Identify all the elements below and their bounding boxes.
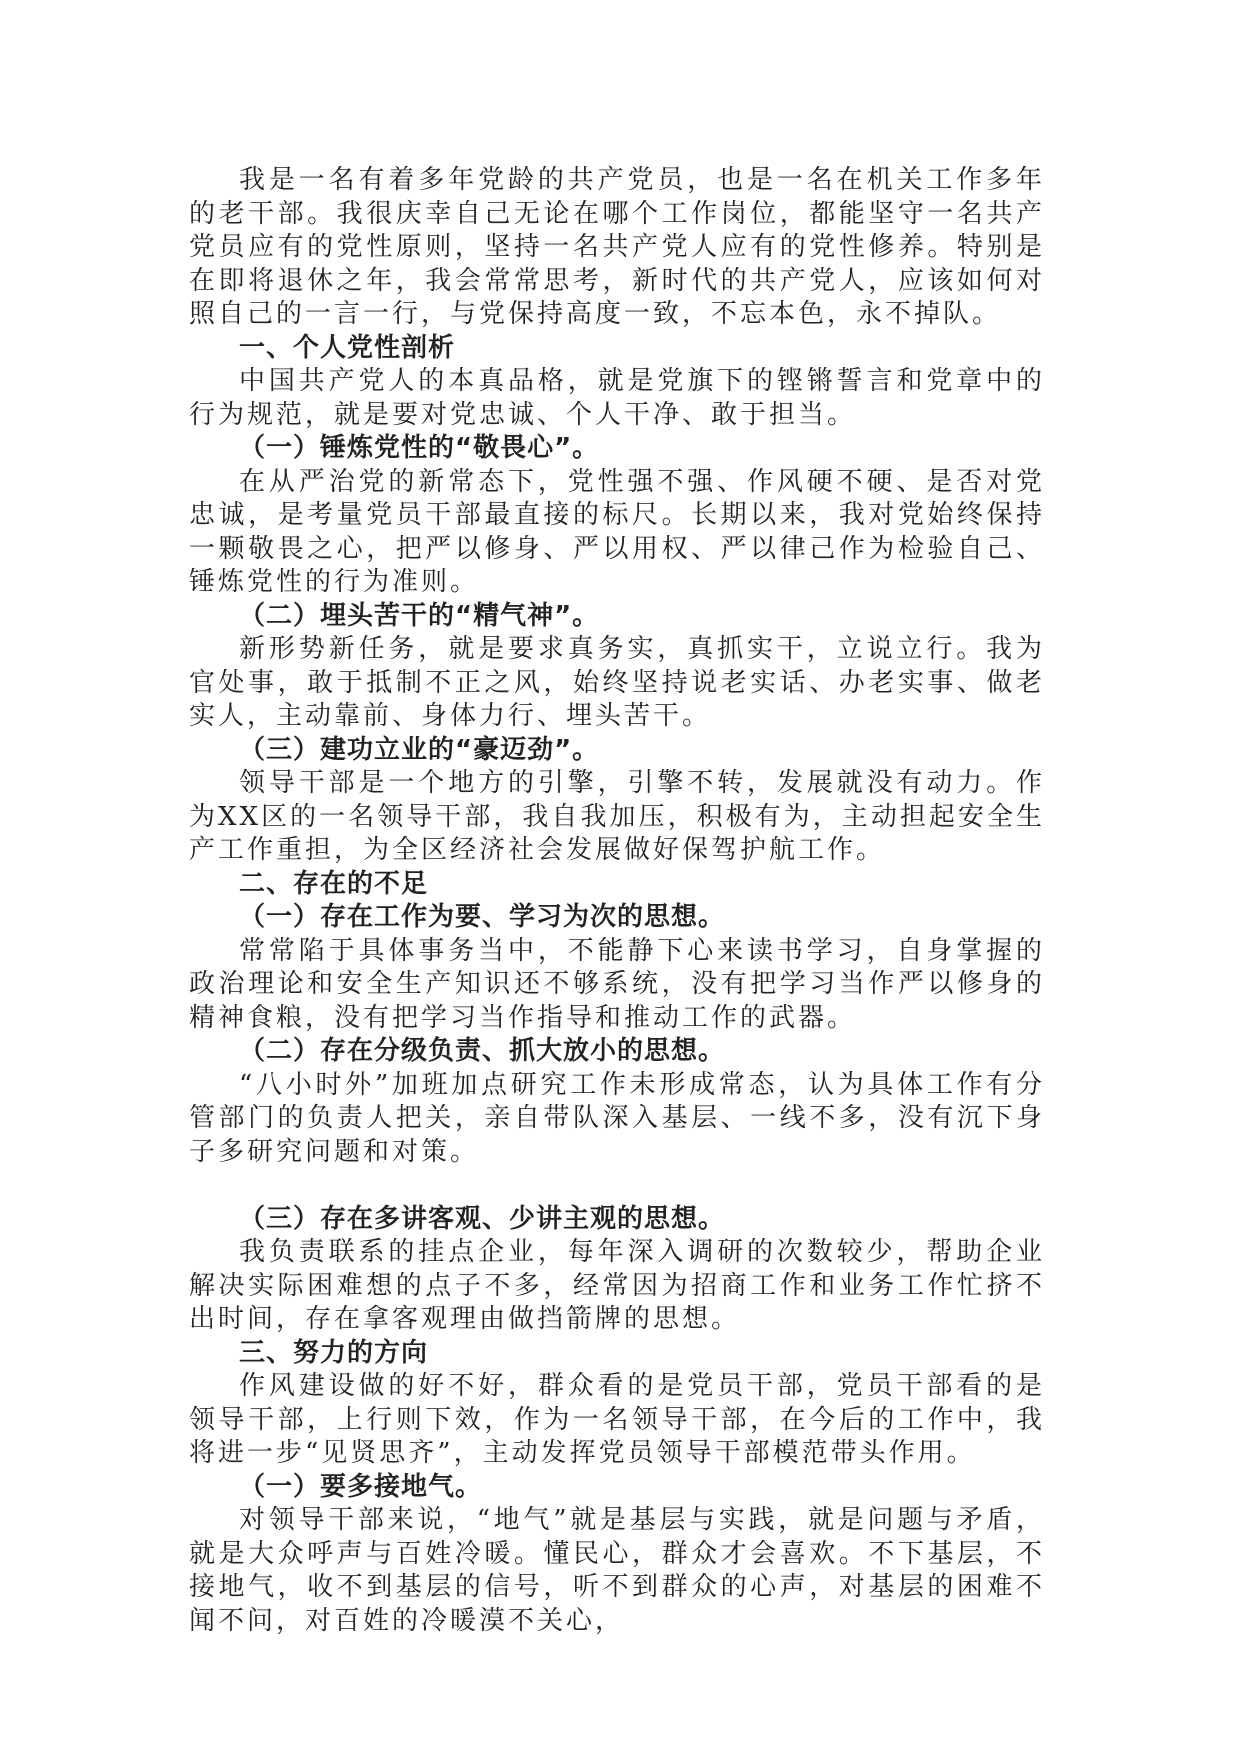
paragraph-1-1: 在从严治党的新常态下，党性强不强、作风硬不硬、是否对党忠诚，是考量党员干部最直接的标尺。长期以来，我对党始终保持一颗敬畏之心，把严以修身、严以用权、严以律己作为检验自己、锤炼党性的行为准则。 (189, 466, 1045, 597)
paragraph-3-1: 对领导干部来说，“地气”就是基层与实践，就是问题与矛盾，就是大众呼声与百姓冷暖。懂民心，群众才会喜欢。不下基层，不接地气，收不到基层的信号，听不到群众的心声，对基层的困难不闻不问，对百姓的冷暖漠不关心， (189, 1505, 1045, 1636)
paragraph-1-2: 新形势新任务，就是要求真务实，真抓实干，立说立行。我为官处事，敢于抵制不正之风，始终坚持说老实话、办老实事、做老实人，主动靠前、身体力行、埋头苦干。 (189, 634, 1045, 731)
paragraph-2-1: 常常陷于具体事务当中，不能静下心来读书学习，自身掌握的政治理论和安全生产知识还不够系统，没有把学习当作严以修身的精神食粮，没有把学习当作指导和推动工作的武器。 (189, 935, 1045, 1033)
subheading-3-1: （一）要多接地气。 (239, 1471, 483, 1502)
subheading-2-1: （一）存在工作为要、学习为次的思想。 (239, 902, 726, 932)
blank-line (189, 1169, 1045, 1203)
section-heading-2: 二、存在的不足 (239, 868, 429, 899)
section-heading-1: 一、个人党性剖析 (239, 332, 456, 363)
subheading-1-1: （一）锤炼党性的“敬畏心”。 (239, 433, 600, 463)
paragraph-2-2: “八小时外”加班加点研究工作未形成常态，认为具体工作有分管部门的负责人把关，亲自带队深入基层、一线不多，没有沉下身子多研究问题和对策。 (189, 1069, 1045, 1167)
subheading-2-3: （三）存在多讲客观、少讲主观的思想。 (239, 1203, 726, 1234)
subheading-2-2: （二）存在分级负责、抓大放小的思想。 (239, 1036, 726, 1066)
document-page (189, 164, 1045, 1638)
subheading-1-2: （二）埋头苦干的“精气神”。 (239, 600, 600, 631)
section-3-intro: 作风建设做的好不好，群众看的是党员干部，党员干部看的是领导干部，上行则下效，作为一名领导干部，在今后的工作中，我将进一步“见贤思齐”，主动发挥党员领导干部模范带头作用。 (189, 1371, 1045, 1468)
section-1-intro: 中国共产党人的本真品格，就是党旗下的铿锵誓言和党章中的行为规范，就是要对党忠诚、个人干净、敢于担当。 (189, 366, 1045, 430)
section-heading-3: 三、努力的方向 (239, 1337, 429, 1368)
paragraph-2-3: 我负责联系的挂点企业，每年深入调研的次数较少，帮助企业解决实际困难想的点子不多，经常因为招商工作和业务工作忙挤不出时间，存在拿客观理由做挡箭牌的思想。 (189, 1237, 1045, 1334)
intro-paragraph: 我是一名有着多年党龄的共产党员，也是一名在机关工作多年的老干部。我很庆幸自己无论在哪个工作岗位，都能坚守一名共产党员应有的党性原则，坚持一名共产党人应有的党性修养。特别是在即将退休之年，我会常常思考，新时代的共产党人，应该如何对照自己的一言一行，与党保持高度一致，不忘本色，永不掉队。 (189, 165, 1045, 329)
subheading-1-3: （三）建功立业的“豪迈劲”。 (239, 734, 600, 765)
paragraph-1-3: 领导干部是一个地方的引擎，引擎不转，发展就没有动力。作为XX区的一名领导干部，我自我加压，积极有为，主动担起安全生产工作重担，为全区经济社会发展做好保驾护航工作。 (189, 768, 1045, 865)
